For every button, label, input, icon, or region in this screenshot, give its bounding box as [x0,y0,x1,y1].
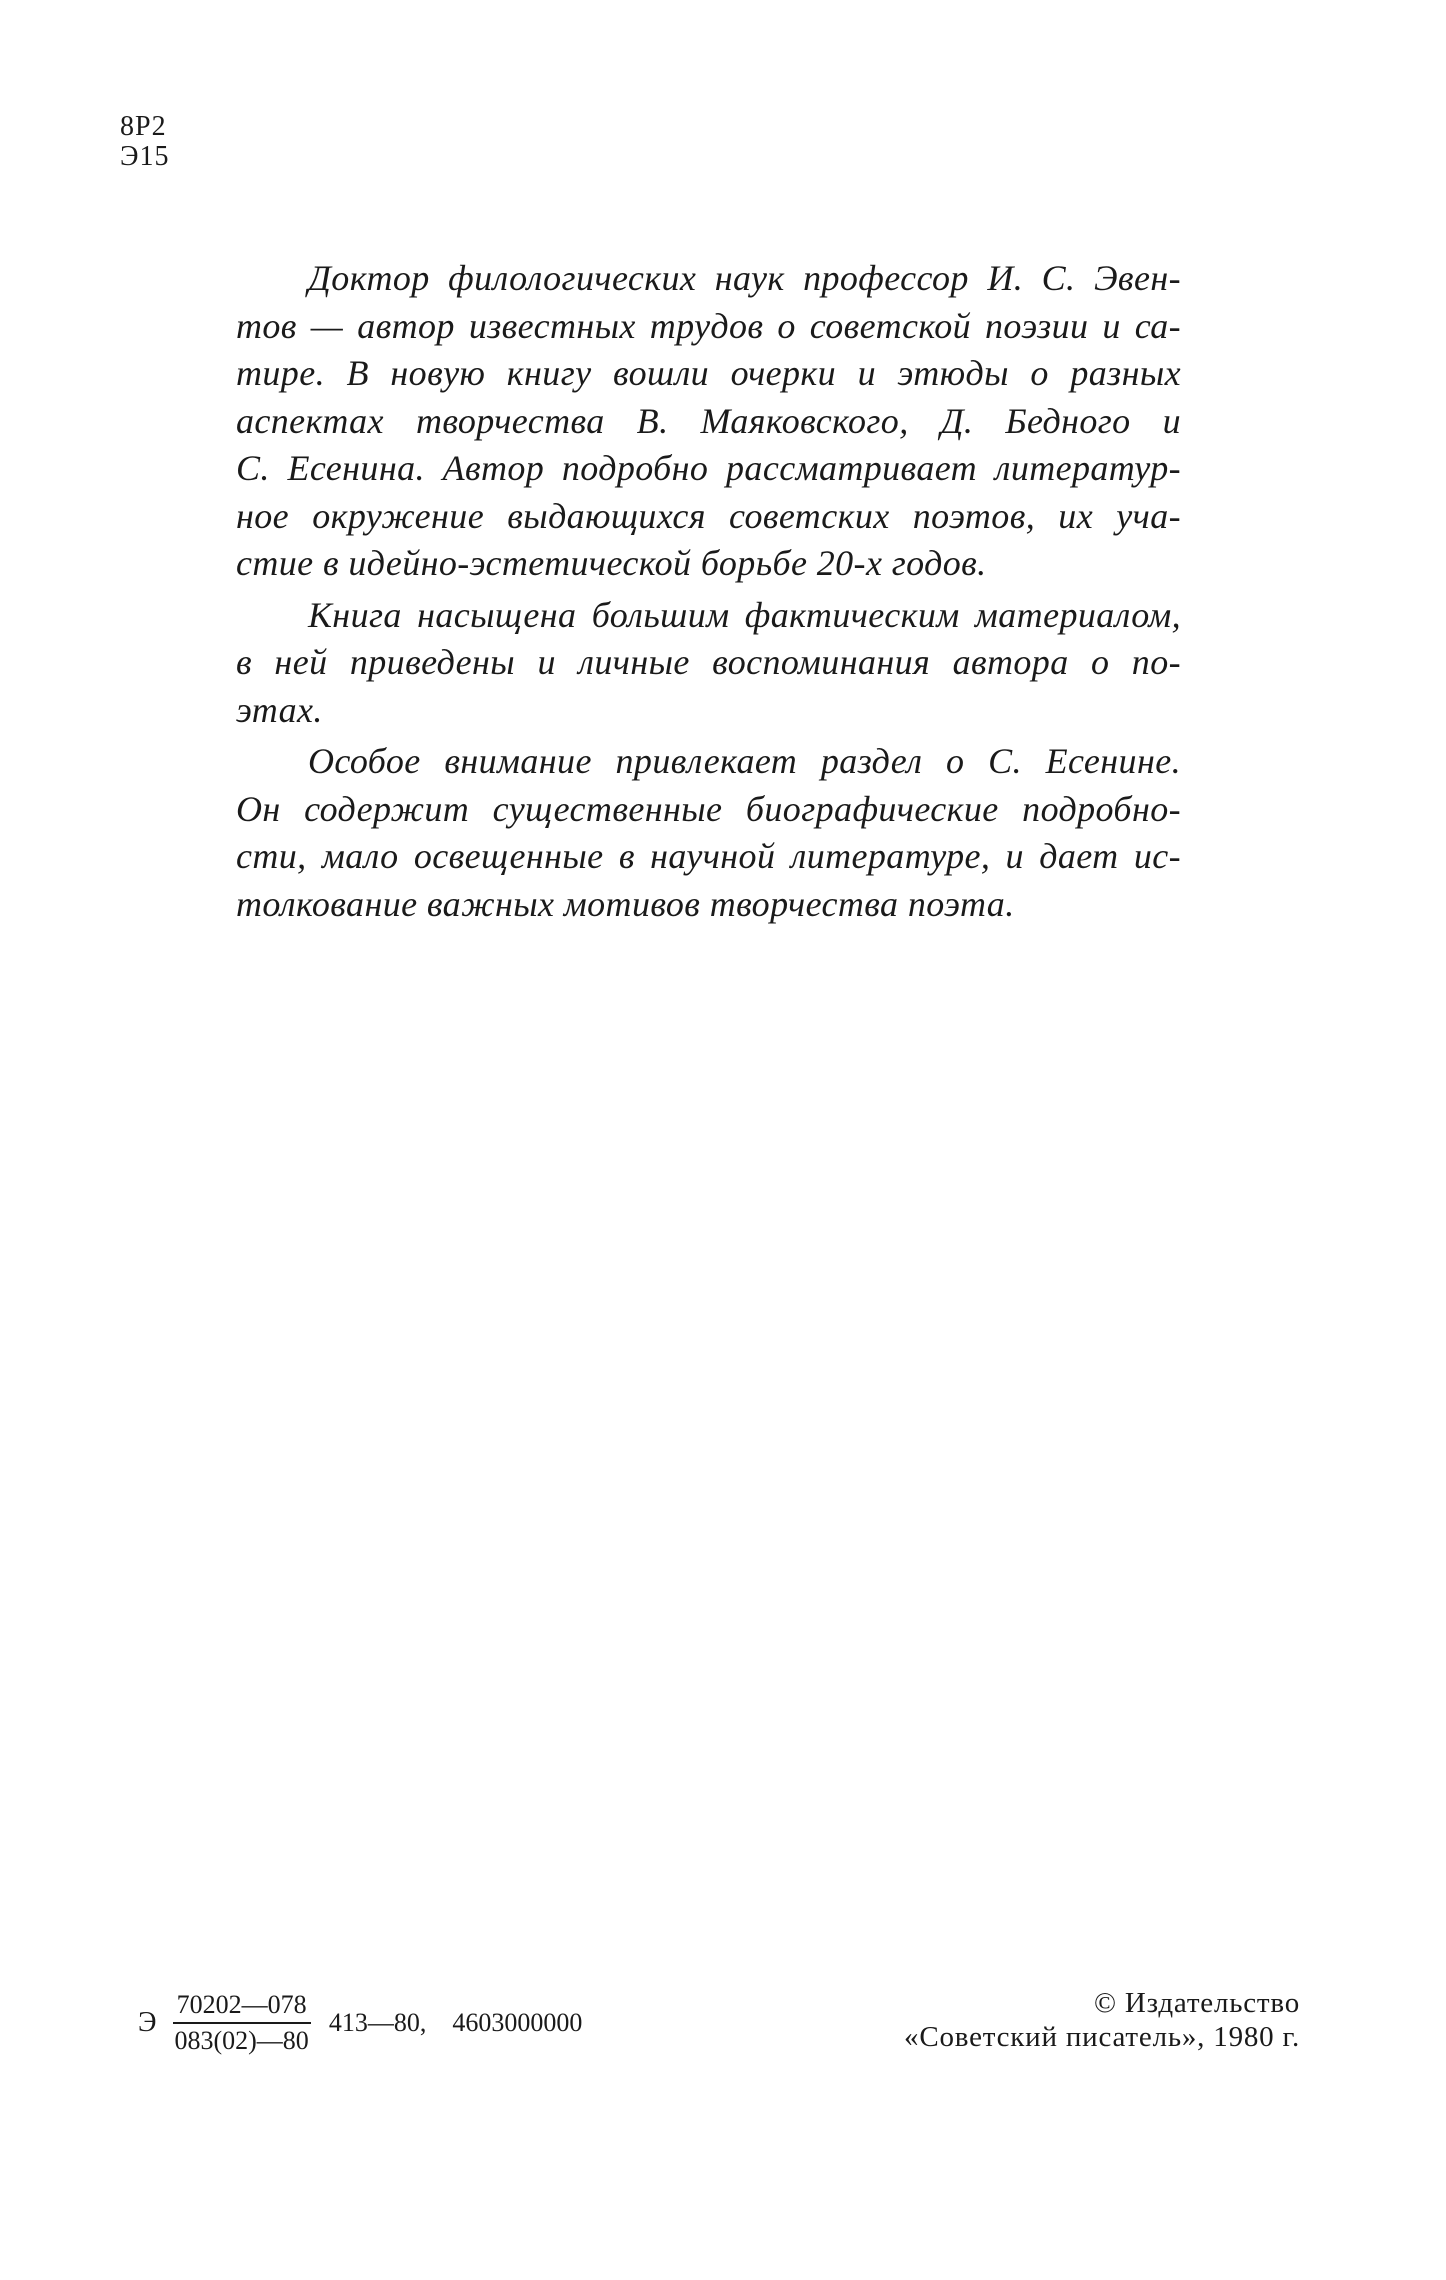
annotation-line: ное окружение выдающихся советских поэтов, их уча- [236,495,1181,536]
annotation-line: стие в идейно-эстетической борьбе 20-х годов. [236,543,987,583]
annotation-line: Он содержит существенные биографические подробно- [236,788,1181,829]
annotation-line: аспектах творчества В. Маяковского, Д. Бедного и [236,400,1181,441]
imprint-fraction [170,1990,312,2056]
copyright-notice [904,1986,1300,2054]
annotation-line: Книга насыщена большим фактическим материалом, [308,594,1181,635]
annotation-line: тире. В новую книгу вошли очерки и этюды о разных [236,353,1181,393]
annotation-line: толкование важных мотивов творчества поэта. [236,883,1015,924]
imprint-numerator: 70202—078 [173,1990,311,2024]
annotation-line: Доктор филологических наук профессор И. С. Эвен- [308,258,1181,298]
annotation-paragraph-1 [236,255,1181,588]
annotation-line: С. Есенина. Автор подробно рассматривает литератур- [236,448,1181,488]
bbk-index [120,112,169,172]
annotation-line: этах. [236,689,323,730]
imprint-order: 413—80, [328,2008,427,2037]
imprint-number: 4603000000 [452,2008,583,2037]
annotation-line: Особое внимание привлекает раздел о С. Есенине. [308,741,1181,781]
imprint-denominator: 083(02)—80 [174,2026,309,2055]
bbk-index-line-1: 8Р2 [120,111,167,142]
annotation-line: сти, мало освещенные в научной литературе, и дает ис- [236,836,1181,876]
annotation-paragraph-3 [236,738,1181,928]
annotation-line: тов — автор известных трудов о советской поэзии и са- [236,305,1181,346]
annotation-line: в ней приведены и личные воспоминания автора о по- [236,642,1181,682]
annotation-text [236,255,1181,932]
imprint-code [138,1990,582,2056]
bbk-index-line-2: Э15 [120,141,170,172]
imprint-letter: Э [138,2007,157,2038]
annotation-paragraph-2 [236,592,1181,735]
copyright-line-2: «Советский писатель», 1980 г. [904,2021,1300,2053]
copyright-line-1: © Издательство [1093,1987,1300,2019]
